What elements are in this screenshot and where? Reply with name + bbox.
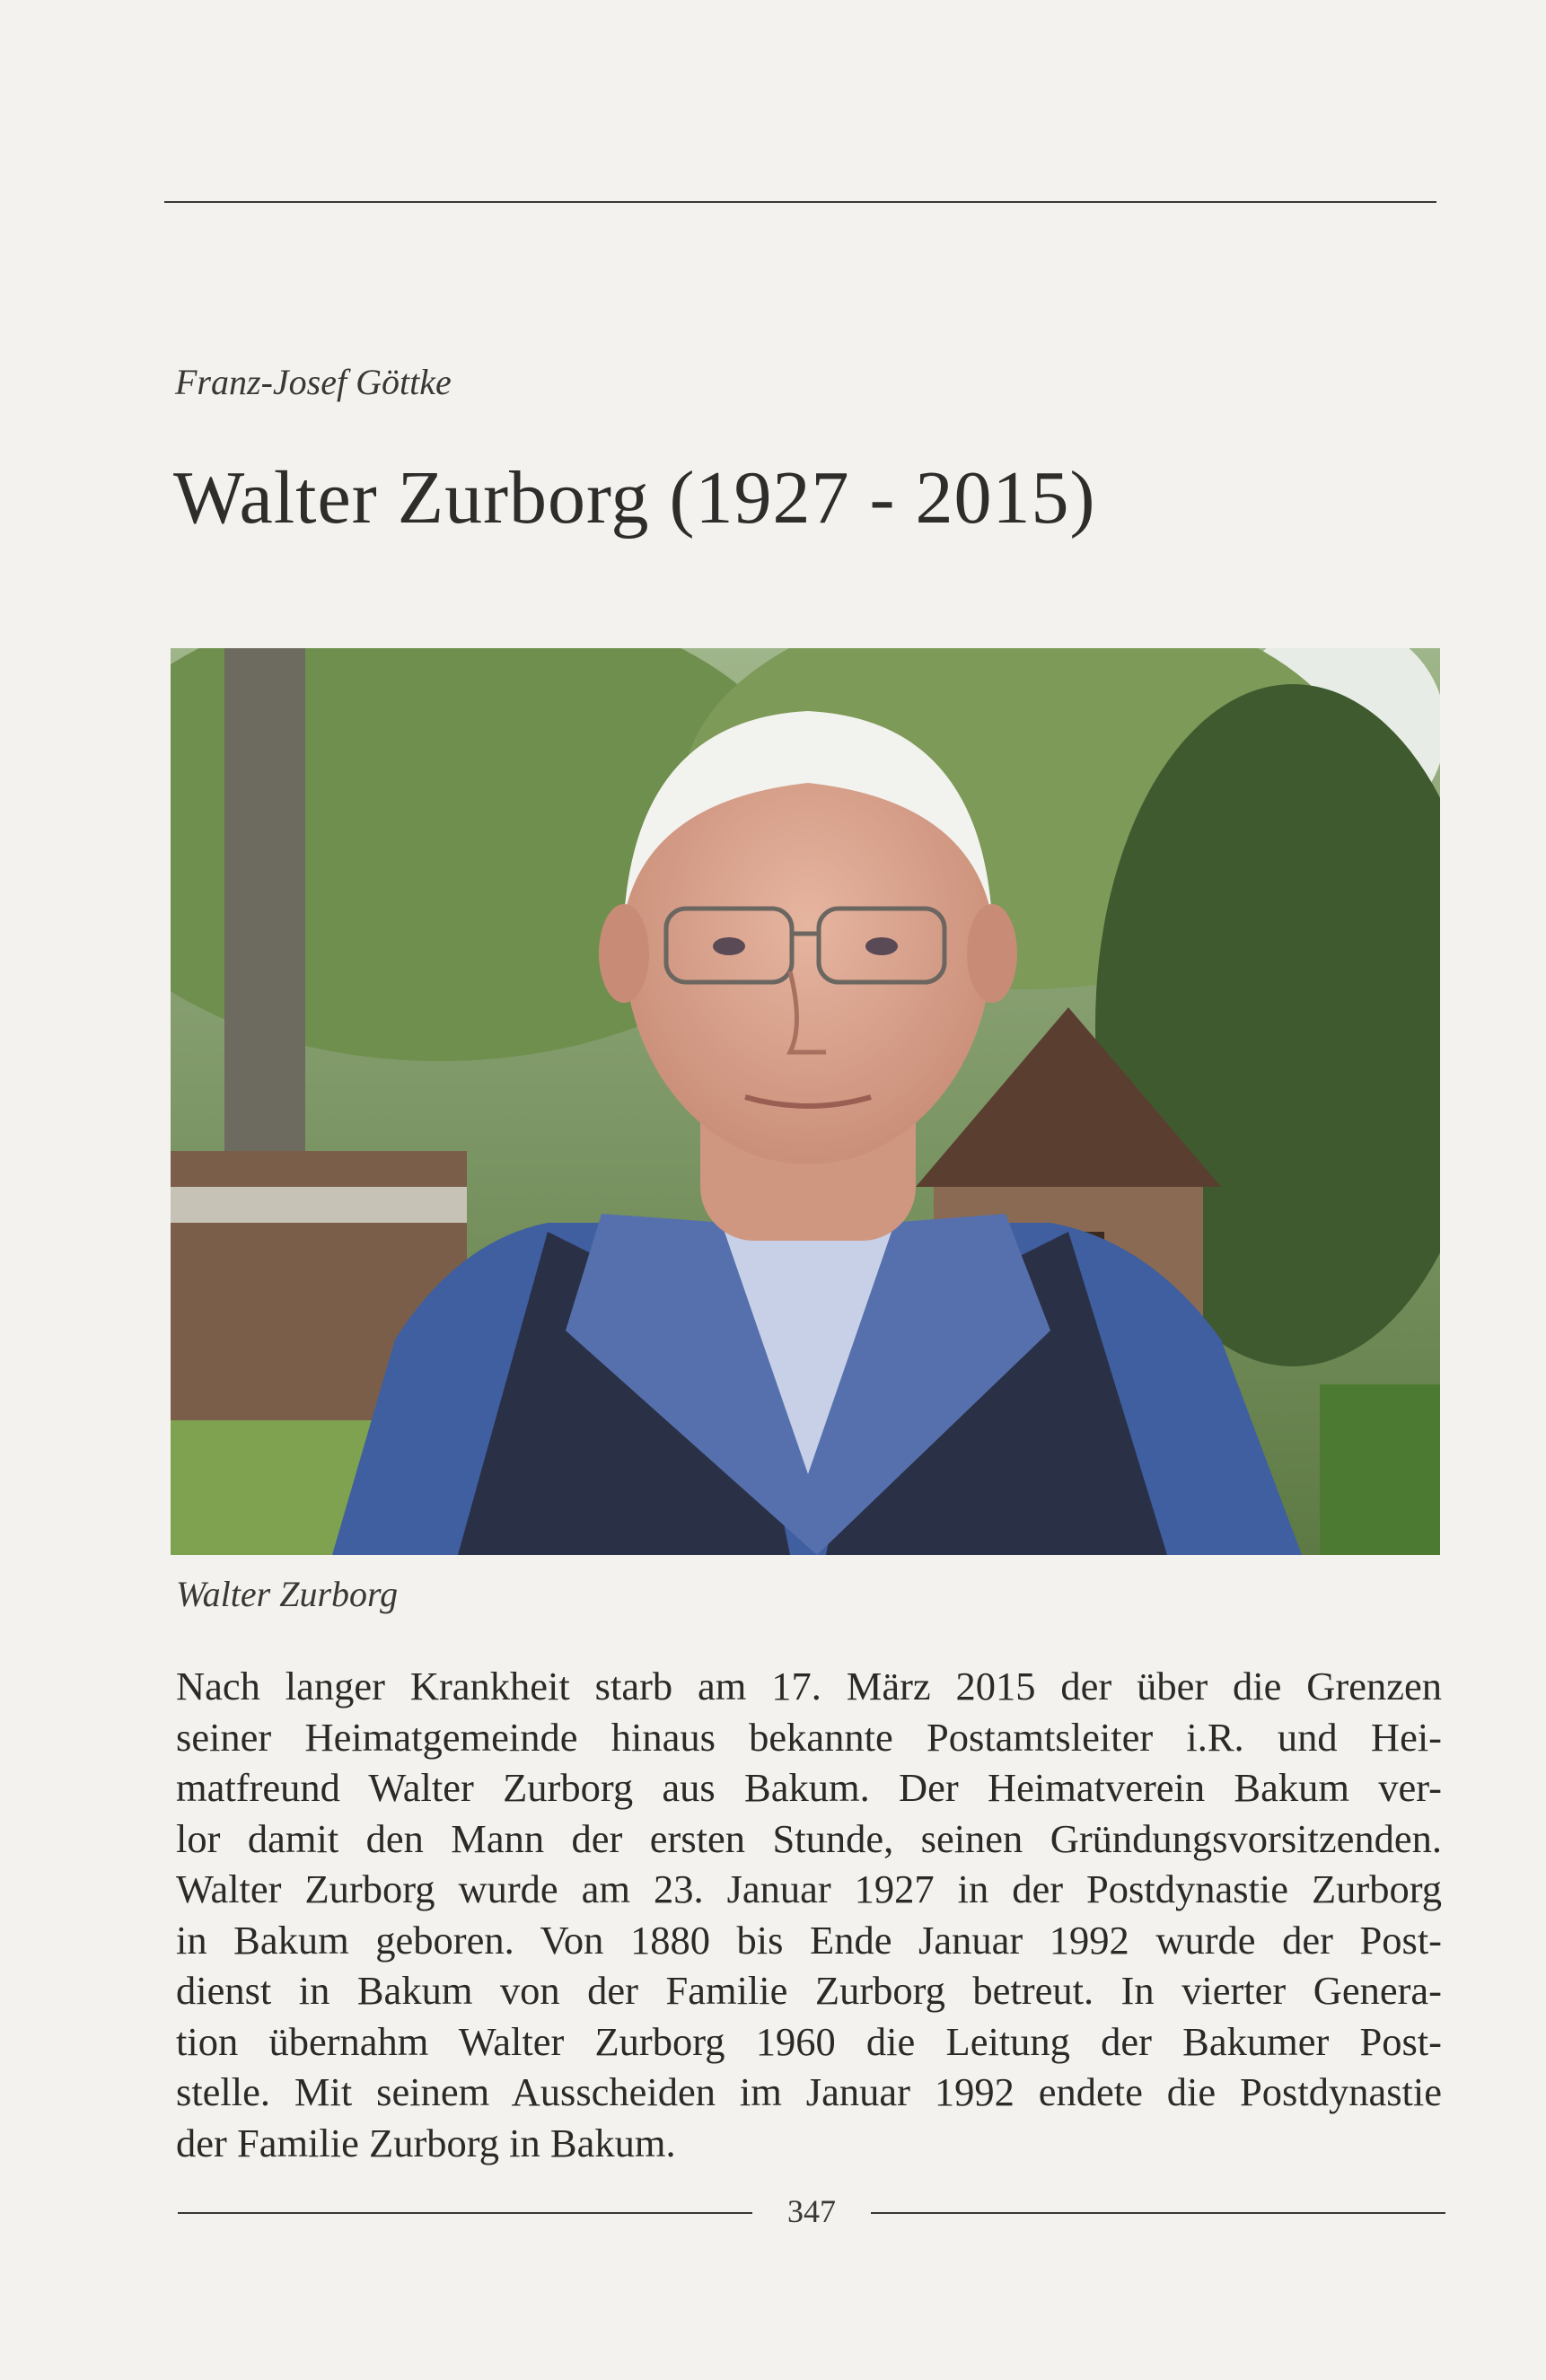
photo-caption: Walter Zurborg — [176, 1574, 399, 1614]
body-line: tion übernahm Walter Zurborg 1960 die Leitung der Bakumer Post- — [176, 2018, 1442, 2064]
body-line: Nach langer Krankheit starb am 17. März 2015 der über die Grenzen — [176, 1664, 1442, 1708]
body-line: matfreund Walter Zurborg aus Bakum. Der Heimatverein Bakum ver- — [176, 1765, 1442, 1810]
body-line: seiner Heimatgemeinde hinaus bekannte Postamtsleiter i.R. und Hei- — [176, 1714, 1442, 1760]
footer-rule-right — [871, 2212, 1445, 2214]
portrait-illustration — [171, 648, 1440, 1555]
body-line: stelle. Mit seinem Ausscheiden im Januar 1992 endete die Postdynastie — [176, 2069, 1442, 2114]
body-line: lor damit den Mann der ersten Stunde, seinen Gründungsvorsitzenden. — [176, 1815, 1442, 1861]
article-title: Walter Zurborg (1927 - 2015) — [173, 456, 1096, 540]
body-line: der Familie Zurborg in Bakum. — [176, 2120, 676, 2165]
author-name: Franz-Josef Göttke — [175, 362, 452, 402]
body-line: dienst in Bakum von der Familie Zurborg betreut. In vierter Genera- — [176, 1968, 1442, 2013]
page-footer — [178, 2191, 1445, 2235]
body-line: Walter Zurborg wurde am 23. Januar 1927 in der Postdynastie Zurborg — [176, 1866, 1442, 1911]
page-number: 347 — [787, 2193, 836, 2229]
article-body — [176, 1661, 1442, 2168]
top-rule — [164, 201, 1436, 203]
body-line: in Bakum geboren. Von 1880 bis Ende Januar 1992 wurde der Post- — [176, 1917, 1442, 1963]
portrait-photo — [171, 648, 1440, 1555]
